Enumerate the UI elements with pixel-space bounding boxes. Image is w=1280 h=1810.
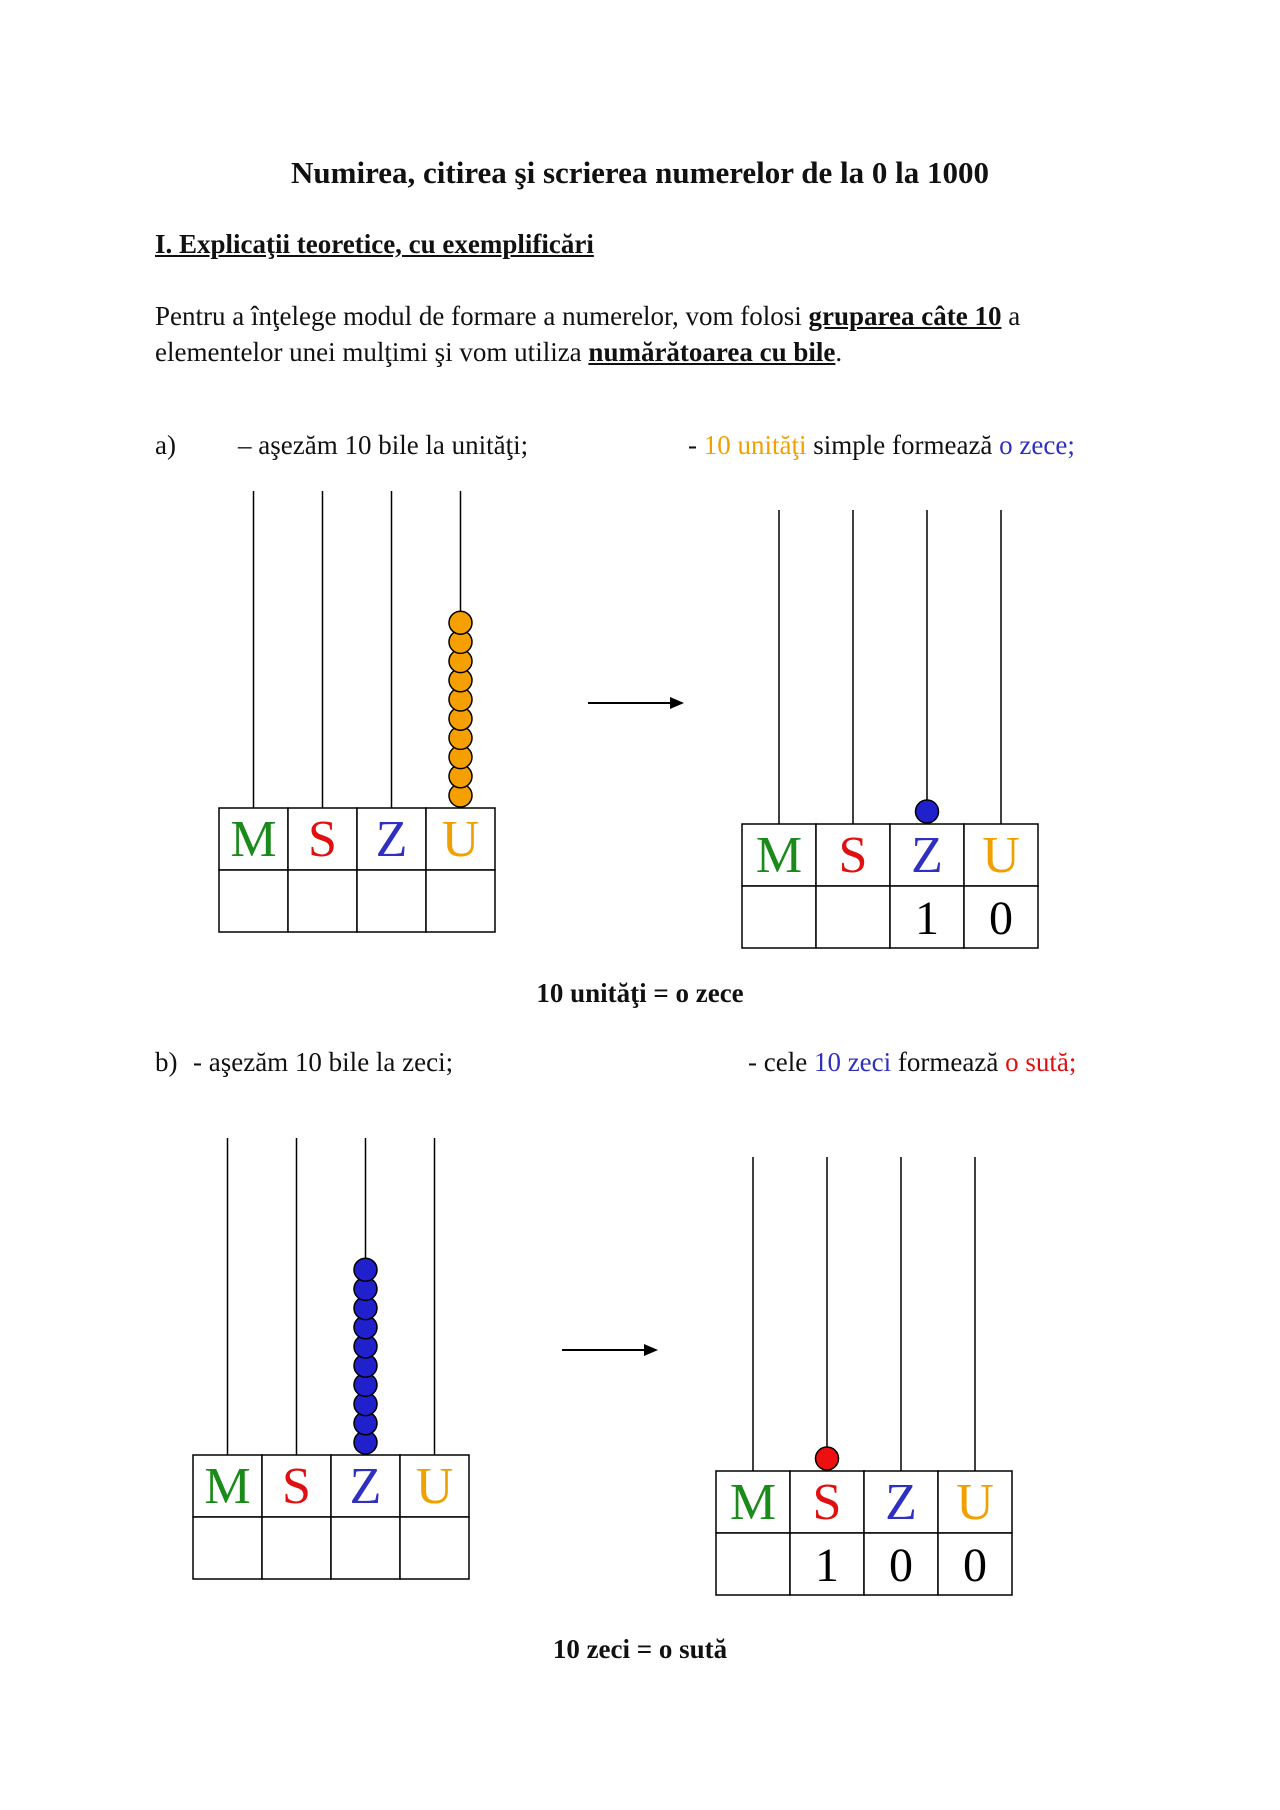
place-header-s: S: [838, 827, 868, 884]
digit-cell-z: [331, 1517, 400, 1579]
abacus-a-after: [742, 510, 1038, 948]
place-header-m: M: [755, 827, 803, 884]
example-a-ten-phrase: o zece;: [999, 430, 1075, 460]
page-title: Numirea, citirea şi scrierea numerelor de la 0 la 1000: [291, 155, 989, 190]
abacus-a-before: [219, 491, 495, 932]
example-b-right-text: [748, 1047, 1076, 1078]
example-a-left-text: – aşezăm 10 bile la unităţi;: [238, 430, 529, 460]
place-header-z: Z: [885, 1474, 917, 1531]
example-b-left-text: - aşezăm 10 bile la zeci;: [193, 1047, 454, 1077]
place-header-m: M: [230, 811, 277, 868]
bead: [916, 800, 939, 823]
digit-cell-m: [742, 886, 816, 948]
place-header-u: U: [441, 811, 480, 868]
bead: [354, 1258, 377, 1281]
arrow-b: [562, 1344, 658, 1356]
intro-text-2: a elementelor unei mulţimi şi vom utiliza: [155, 301, 1021, 367]
digit-cell-m: [716, 1533, 790, 1595]
example-b-caption: 10 zeci = o sută: [552, 1634, 728, 1664]
intro-text-3: .: [835, 337, 843, 367]
example-b-tens-phrase: 10 zeci: [813, 1047, 892, 1077]
example-b-hundred-phrase: o sută;: [1005, 1047, 1077, 1077]
bead: [816, 1447, 839, 1470]
section-heading: I. Explicaţii teoretice, cu exemplificări: [155, 229, 594, 259]
example-a-right-prefix: -: [688, 430, 704, 460]
place-header-s: S: [282, 1458, 311, 1515]
example-b-right-prefix: - cele: [748, 1047, 814, 1077]
intro-emphasis-abacus: numărătoarea cu bile: [588, 337, 836, 367]
place-header-z: Z: [375, 811, 408, 868]
digit-units: 0: [989, 892, 1013, 945]
abacus-b-before: [193, 1138, 469, 1579]
place-header-z: Z: [349, 1458, 382, 1515]
digit-cell-s: [262, 1517, 331, 1579]
example-b-right-mid: formează: [891, 1047, 1006, 1077]
intro-emphasis-grouping: gruparea câte 10: [808, 301, 1002, 331]
digit-cell-u: [426, 870, 495, 932]
example-a-caption: 10 unităţi = o zece: [536, 978, 744, 1008]
digit-cell-s: [288, 870, 357, 932]
place-header-z: Z: [911, 827, 943, 884]
digit-cell-m: [193, 1517, 262, 1579]
place-header-u: U: [982, 827, 1020, 884]
place-header-u: U: [415, 1458, 454, 1515]
intro-text-1: Pentru a înţelege modul de formare a numerelor, vom folosi: [155, 301, 809, 331]
example-b-label: b): [155, 1047, 178, 1077]
digit-cell-z: [357, 870, 426, 932]
example-a-right-mid: simple formează: [806, 430, 1000, 460]
digit-cell-u: [400, 1517, 469, 1579]
place-header-m: M: [204, 1458, 251, 1515]
place-header-m: M: [729, 1474, 777, 1531]
digit-tens: 0: [889, 1539, 913, 1592]
bead: [449, 611, 472, 634]
digit-hundreds: 1: [815, 1539, 839, 1592]
place-header-u: U: [956, 1474, 994, 1531]
digit-units: 0: [963, 1539, 987, 1592]
digit-cell-s: [816, 886, 890, 948]
arrow-a: [588, 697, 684, 709]
digit-tens: 1: [915, 892, 939, 945]
place-header-s: S: [812, 1474, 842, 1531]
example-a-label: a): [155, 430, 176, 460]
digit-cell-m: [219, 870, 288, 932]
place-header-s: S: [308, 811, 337, 868]
example-a-units-phrase: 10 unităţi: [703, 430, 807, 460]
abacus-b-after: [716, 1157, 1012, 1595]
